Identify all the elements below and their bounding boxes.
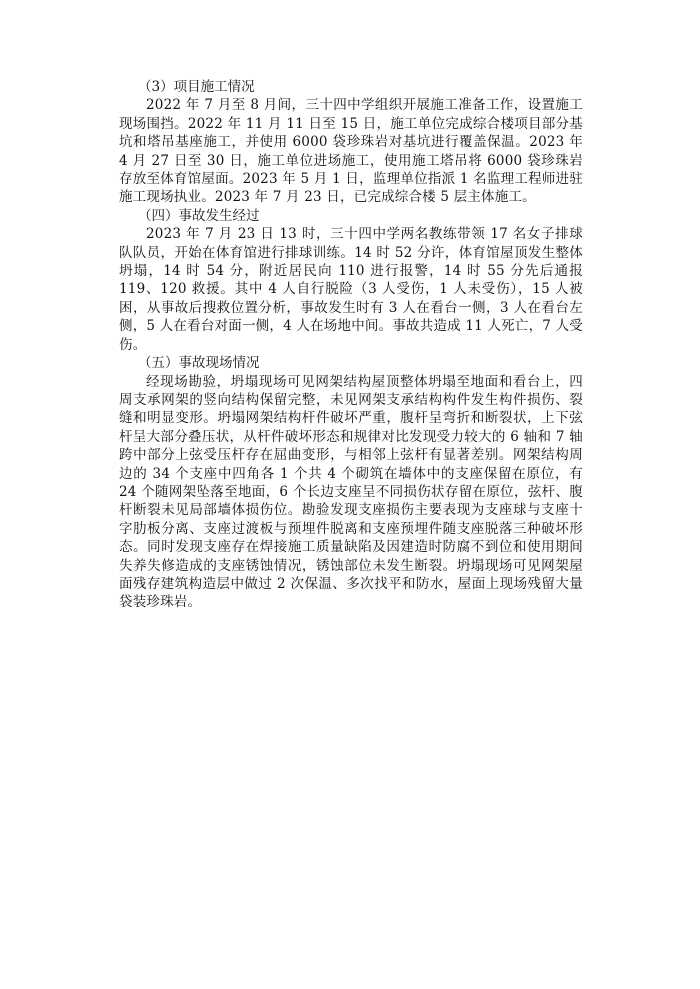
paragraph-accident-scene: 经现场勘验，坍塌现场可见网架结构屋顶整体坍塌至地面和看台上，四周支承网架的竖向结构保留完整，未见网架支承结构构件发生构件损伤、裂缝和明显变形。坍塌网架结构杆件破坏严重，腹杆呈弯折和断裂状，上下弦杆呈大部分叠压状，从杆件破坏形态和规律对比发现受力较大的 6 轴和 7 轴跨中部分上弦受压杆存在屈曲变形，与相邻上弦杆有显著差别。网架结构周边的 34 个支座中四角各 1 个共 4 个砌筑在墙体中的支座保留在原位，有 24 个随网架坠落至地面，6 个长边支座呈不同损伤状存留在原位，弦杆、腹杆断裂未见局部墙体损伤位。勘验发现支座损伤主要表现为支座球与支座十字肋板分离、支座过渡板与预埋件脱离和支座预埋件随支座脱落三种破坏形态。同时发现支座存在焊接施工质量缺陷及因建造时防腐不到位和使用期间失养失修造成的支座锈蚀情况，锈蚀部位未发生断裂。坍塌现场可见网架屋面残存建筑构造层中做过 2 次保温、多次找平和防水，屋面上现场残留大量袋装珍珠岩。 [119,373,583,611]
paragraph-project-construction: 2022 年 7 月至 8 月间，三十四中学组织开展施工准备工作，设置施工现场围挡。2022 年 11 月 11 日至 15 日，施工单位完成综合楼项目部分基坑和塔吊基座施工，并使用 6000 袋珍珠岩对基坑进行覆盖保温。2023 年 4 月 27 日至 30 日，施工单位进场施工，使用施工塔吊将 6000 袋珍珠岩存放至体育馆屋面。2023 年 5 月 1 日，监理单位指派 1 名监理工程师进驻施工现场执业。2023 年 7 月 23 日，已完成综合楼 5 层主体施工。 [119,97,583,206]
paragraph-accident-process: 2023 年 7 月 23 日 13 时，三十四中学两名教练带领 17 名女子排球队队员，开始在体育馆进行排球训练。14 时 52 分许，体育馆屋顶发生整体坍塌，14 时 54 分，附近居民向 110 进行报警，14 时 55 分先后通报 119、120 救援。其中 4 人自行脱险（3 人受伤，1 人未受伤），15 人被困，从事故后搜救位置分析，事故发生时有 3 人在看台一侧，3 人在看台左侧，5 人在看台对面一侧，4 人在场地中间。事故共造成 11 人死亡，7 人受伤。 [119,226,583,353]
section-heading-project-construction: （3）项目施工情况 [138,79,255,95]
section-heading-accident-scene: （五）事故现场情况 [138,355,260,372]
section-heading-accident-process: （四）事故发生经过 [138,207,260,224]
document-page [119,78,583,612]
